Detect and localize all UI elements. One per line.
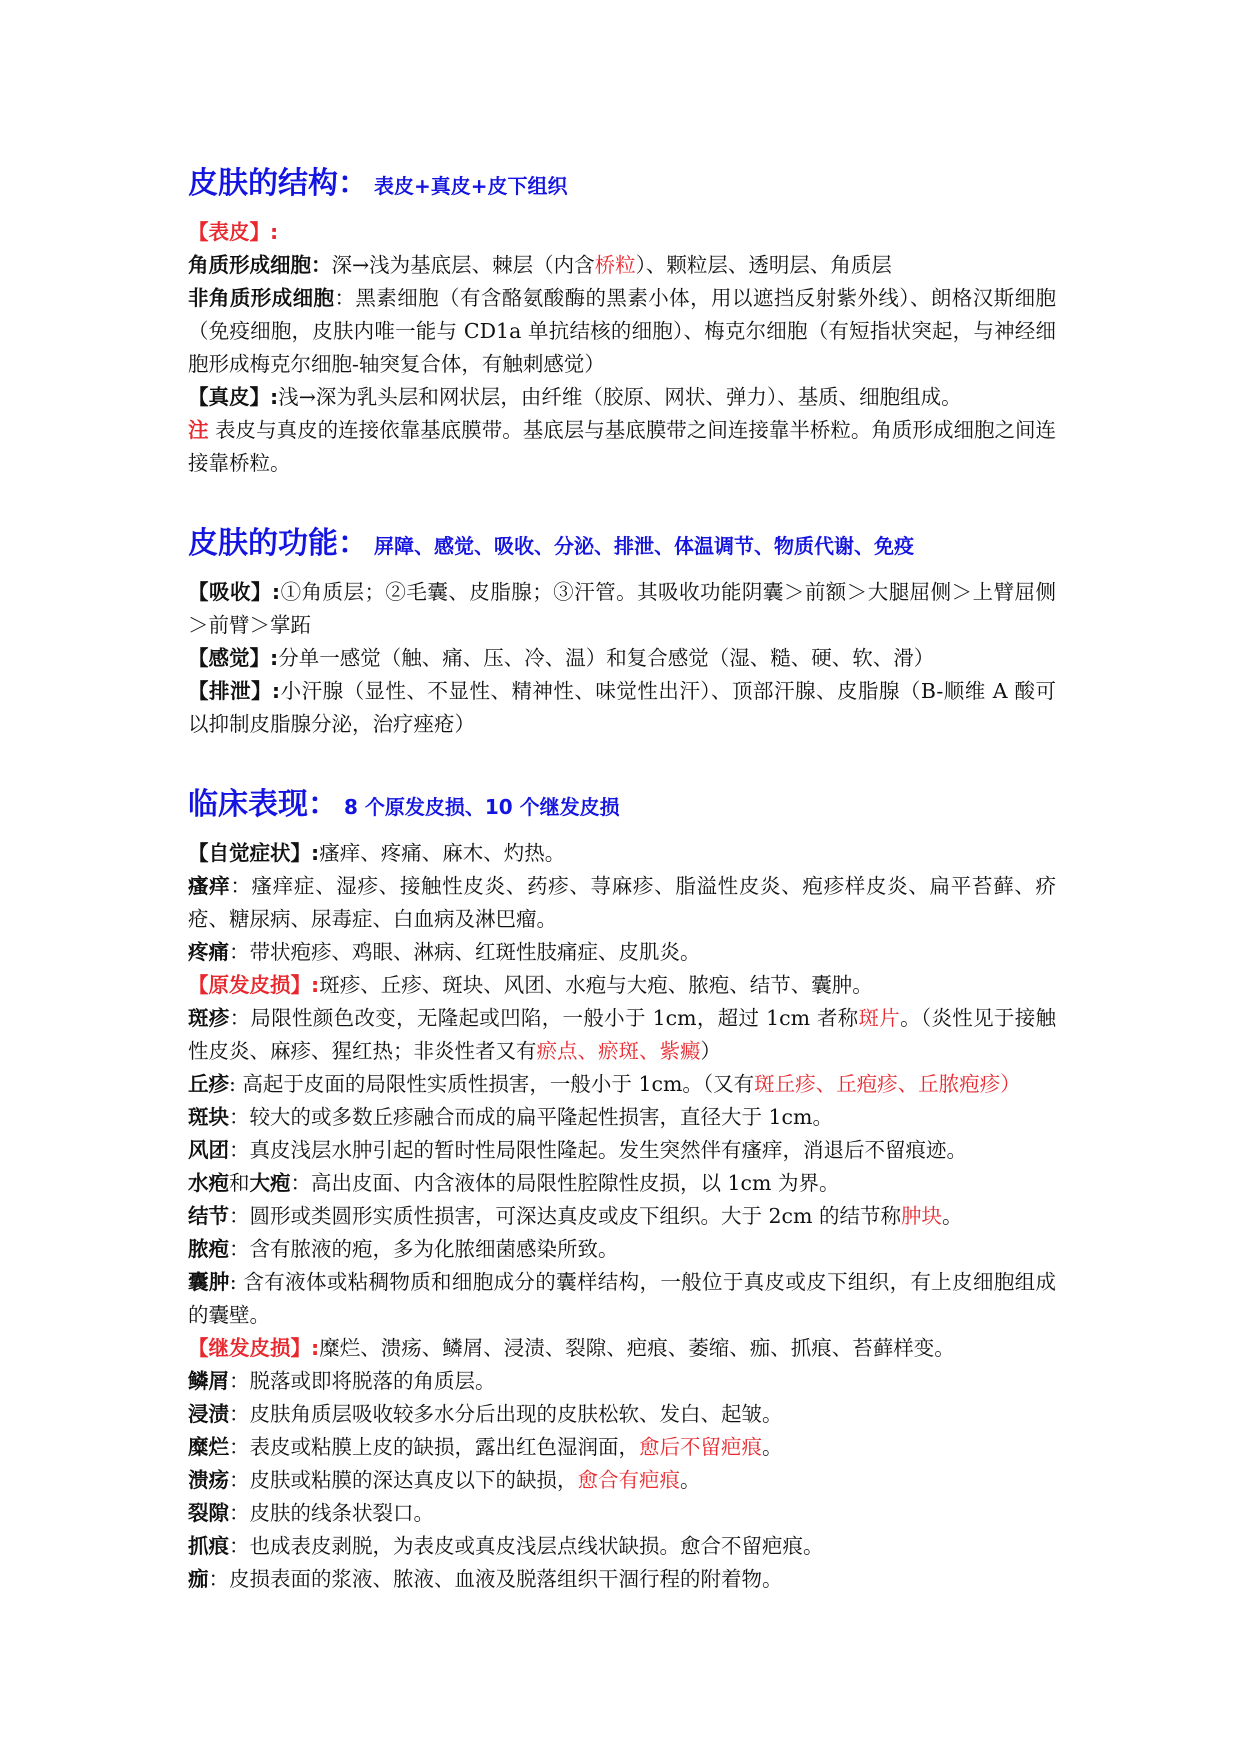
secondary-lesions-paragraph: 【继发皮损】:糜烂、溃疡、鳞屑、浸渍、裂隙、疤痕、萎缩、痂、抓痕、苔藓样变。 bbox=[188, 1336, 955, 1360]
section-subtitle: 表皮+真皮+皮下组织 bbox=[374, 174, 568, 198]
section-title: 皮肤的结构： bbox=[188, 166, 368, 201]
section-title: 皮肤的功能： bbox=[188, 526, 368, 561]
scale-paragraph: 鳞屑：脱落或即将脱落的角质层。 bbox=[188, 1369, 496, 1393]
vesicle-paragraph: 水疱和大疱：高出皮面、内含液体的局限性腔隙性皮损，以 1cm 为界。 bbox=[188, 1171, 840, 1195]
epidermis-heading bbox=[188, 216, 1056, 249]
fissure-paragraph: 裂隙：皮肤的线条状裂口。 bbox=[188, 1501, 434, 1525]
ulcer-paragraph: 溃疡：皮肤或粘膜的深达真皮以下的缺损，愈合有疤痕。 bbox=[188, 1468, 701, 1492]
keratinocyte-paragraph: 角质形成细胞：深→浅为基底层、棘层（内含桥粒）、颗粒层、透明层、角质层 bbox=[188, 253, 892, 277]
document-page bbox=[188, 160, 1056, 1596]
subjective-paragraph: 【自觉症状】:瘙痒、疼痛、麻木、灼热。 bbox=[188, 841, 566, 865]
nonkeratinocyte-paragraph: 非角质形成细胞：黑素细胞（有含酪氨酸酶的黑素小体，用以遮挡反射紫外线）、朗格汉斯细胞（免疫细胞，皮肤内唯一能与 CD1a 单抗结核的细胞）、梅克尔细胞（有短指状突起，与神经细胞形成梅克尔细胞-轴突复合体，有触刺感觉） bbox=[188, 286, 1057, 376]
epidermis-label: 【表皮】: bbox=[188, 220, 279, 244]
primary-lesions-paragraph: 【原发皮损】:斑疹、丘疹、斑块、风团、水疱与大疱、脓疱、结节、囊肿。 bbox=[188, 973, 873, 997]
pain-paragraph: 疼痛：带状疱疹、鸡眼、淋病、红斑性肢痛症、皮肌炎。 bbox=[188, 940, 701, 964]
dermis-paragraph: 【真皮】:浅→深为乳头层和网状层，由纤维（胶原、网状、弹力）、基质、细胞组成。 bbox=[188, 385, 962, 409]
excoriation-paragraph: 抓痕：也成表皮剥脱，为表皮或真皮浅层点线状缺损。愈合不留疤痕。 bbox=[188, 1534, 824, 1558]
crust-paragraph: 痂：皮损表面的浆液、脓液、血液及脱落组织干涸行程的附着物。 bbox=[188, 1567, 783, 1591]
section-structure-heading bbox=[188, 160, 1056, 210]
sense-paragraph: 【感觉】:分单一感觉（触、痛、压、冷、温）和复合感觉（湿、糙、硬、软、滑） bbox=[188, 646, 935, 670]
section-subtitle: 8 个原发皮损、10 个继发皮损 bbox=[344, 795, 620, 819]
note-paragraph: 注 表皮与真皮的连接依靠基底膜带。基底层与基底膜带之间连接靠半桥粒。角质形成细胞之间连接靠桥粒。 bbox=[188, 418, 1057, 475]
section-subtitle: 屏障、感觉、吸收、分泌、排泄、体温调节、物质代谢、免疫 bbox=[374, 534, 914, 558]
excrete-paragraph: 【排泄】:小汗腺（显性、不显性、精神性、味觉性出汗）、顶部汗腺、皮脂腺（B-顺维 A 酸可以抑制皮脂腺分泌，治疗痤疮） bbox=[188, 679, 1056, 736]
plaque-paragraph: 斑块：较大的或多数丘疹融合而成的扁平隆起性损害，直径大于 1cm。 bbox=[188, 1105, 833, 1129]
cyst-paragraph: 囊肿: 含有液体或粘稠物质和细胞成分的囊样结构，一般位于真皮或皮下组织，有上皮细胞组成的囊壁。 bbox=[188, 1270, 1056, 1327]
maceration-paragraph: 浸渍：皮肤角质层吸收较多水分后出现的皮肤松软、发白、起皱。 bbox=[188, 1402, 783, 1426]
section-clinical-heading bbox=[188, 781, 1056, 831]
section-function-heading bbox=[188, 520, 1056, 570]
nodule-paragraph: 结节：圆形或类圆形实质性损害，可深达真皮或皮下组织。大于 2cm 的结节称肿块。 bbox=[188, 1204, 963, 1228]
wheal-paragraph: 风团：真皮浅层水肿引起的暂时性局限性隆起。发生突然伴有瘙痒，消退后不留痕迹。 bbox=[188, 1138, 967, 1162]
pustule-paragraph: 脓疱：含有脓液的疱，多为化脓细菌感染所致。 bbox=[188, 1237, 619, 1261]
absorb-paragraph: 【吸收】:①角质层；②毛囊、皮脂腺；③汗管。其吸收功能阴囊＞前额＞大腿屈侧＞上臂屈侧＞前臂＞掌跖 bbox=[188, 580, 1057, 637]
macule-paragraph: 斑疹：局限性颜色改变，无隆起或凹陷，一般小于 1cm，超过 1cm 者称斑片。（炎性见于接触性皮炎、麻疹、猩红热；非炎性者又有瘀点、瘀斑、紫癜） bbox=[188, 1006, 1057, 1063]
section-title: 临床表现： bbox=[188, 787, 338, 822]
itch-paragraph: 瘙痒：瘙痒症、湿疹、接触性皮炎、药疹、荨麻疹、脂溢性皮炎、疱疹样皮炎、扁平苔藓、疥疮、糖尿病、尿毒症、白血病及淋巴瘤。 bbox=[188, 874, 1056, 931]
erosion-paragraph: 糜烂：表皮或粘膜上皮的缺损，露出红色湿润面，愈后不留疤痕。 bbox=[188, 1435, 783, 1459]
papule-paragraph: 丘疹: 高起于皮面的局限性实质性损害，一般小于 1cm。（又有斑丘疹、丘疱疹、丘脓疱疹） bbox=[188, 1072, 1021, 1096]
